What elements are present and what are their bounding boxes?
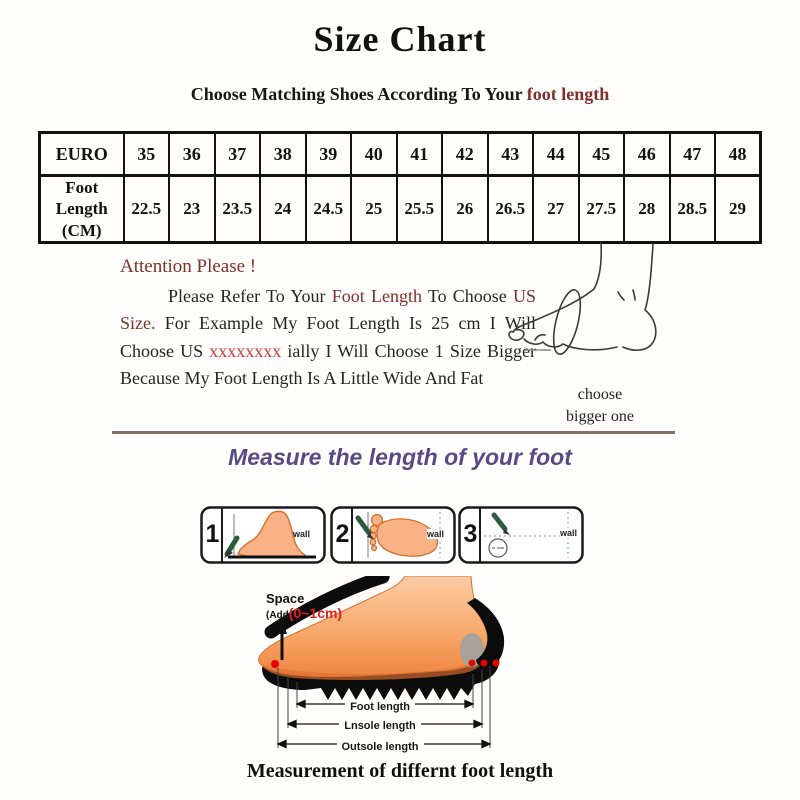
euro-size-cell: 44: [533, 133, 579, 176]
outsole-length-label: Outsole length: [337, 741, 424, 753]
euro-size-cell: 38: [260, 133, 306, 176]
attention-text: ially I Will Choose 1 Size Bigger Because My Foot Length Is A Little Wide And Fat: [120, 340, 536, 389]
table-row-foot-length: [40, 176, 761, 243]
page-title: Size Chart: [313, 19, 487, 59]
subtitle-prefix: Choose Matching Shoes According To Your: [190, 84, 527, 104]
attention-foot-length: Foot Length: [331, 286, 422, 306]
measure-step-3: [458, 506, 584, 564]
foot-length-cell: 24.5: [306, 176, 352, 243]
foot-length-cell: 28.5: [670, 176, 716, 243]
subtitle: [0, 84, 800, 105]
foot-length-cell: 25: [351, 176, 397, 243]
space-label: [266, 592, 342, 621]
foot-length-cell: 27.5: [579, 176, 625, 243]
insole-length-label-row: [225, 716, 535, 734]
wall-label: wall: [427, 529, 445, 539]
choose-bigger-line2: bigger one: [566, 407, 634, 425]
euro-size-cell: 41: [397, 133, 443, 176]
table-row-euro: [40, 133, 761, 176]
attention-us-size: US Size.: [120, 286, 537, 334]
euro-size-cell: 37: [215, 133, 261, 176]
space-label-line1: Space: [266, 591, 305, 606]
space-add-prefix: (Add: [266, 609, 289, 621]
attention-redacted-x: xxxxxxxx: [209, 340, 282, 361]
foot-length-cell: 24: [260, 176, 306, 243]
size-table: [38, 131, 762, 244]
attention-text: For Example My Foot Length Is 25 cm I Will Choose US: [120, 313, 536, 361]
foot-length-cell: 28: [624, 176, 670, 243]
attention-heading: Attention Please !: [120, 256, 257, 277]
attention-paragraph: [120, 283, 536, 392]
wall-label: wall: [560, 528, 578, 538]
foot-length-cell: 27: [533, 176, 579, 243]
euro-size-cell: 42: [442, 133, 488, 176]
foot-length-header-cell: Foot Length (CM): [40, 176, 124, 243]
euro-size-cell: 47: [670, 133, 716, 176]
step-number: 2: [335, 520, 350, 548]
bottom-caption: Measurement of differnt foot length: [246, 760, 554, 782]
foot-length-cell: 26.5: [488, 176, 534, 243]
step-number: 1: [205, 520, 220, 548]
foot-length-cell: 26: [442, 176, 488, 243]
space-add-value: (0~1cm): [288, 604, 343, 621]
measure-heading: Measure the length of your foot: [228, 444, 572, 470]
measure-step-1: [200, 506, 326, 564]
euro-size-cell: 43: [488, 133, 534, 176]
attention-text: Please Refer To Your: [168, 286, 332, 306]
euro-size-cell: 35: [124, 133, 170, 176]
euro-size-cell: 39: [306, 133, 352, 176]
choose-bigger-line1: choose: [577, 386, 623, 403]
foot-length-label-row: [225, 697, 535, 715]
foot-length-cell: 23: [169, 176, 215, 243]
foot-length-cell: 25.5: [397, 176, 443, 243]
wall-label: wall: [293, 529, 311, 539]
section-divider: [112, 431, 675, 434]
foot-length-cell: 22.5: [124, 176, 170, 243]
insole-length-label: Lnsole length: [339, 720, 421, 732]
euro-header-cell: EURO: [40, 133, 124, 176]
attention-block: [120, 256, 536, 392]
space-label-line2: [266, 606, 342, 622]
euro-size-cell: 48: [715, 133, 761, 176]
foot-girth-sketch: [505, 240, 705, 370]
euro-size-cell: 40: [351, 133, 397, 176]
euro-size-cell: 46: [624, 133, 670, 176]
attention-text: To Choose: [421, 286, 513, 306]
foot-length-label: Foot length: [345, 701, 415, 713]
subtitle-highlight: foot length: [526, 84, 610, 104]
step-number: 3: [463, 520, 478, 548]
euro-size-cell: 36: [169, 133, 215, 176]
outsole-length-label-row: [225, 737, 535, 755]
foot-outline-drawing: [509, 242, 656, 357]
foot-length-cell: 23.5: [215, 176, 261, 243]
measure-step-2: [330, 506, 456, 564]
euro-size-cell: 45: [579, 133, 625, 176]
choose-bigger-note: [540, 384, 660, 427]
foot-length-cell: 29: [715, 176, 761, 243]
